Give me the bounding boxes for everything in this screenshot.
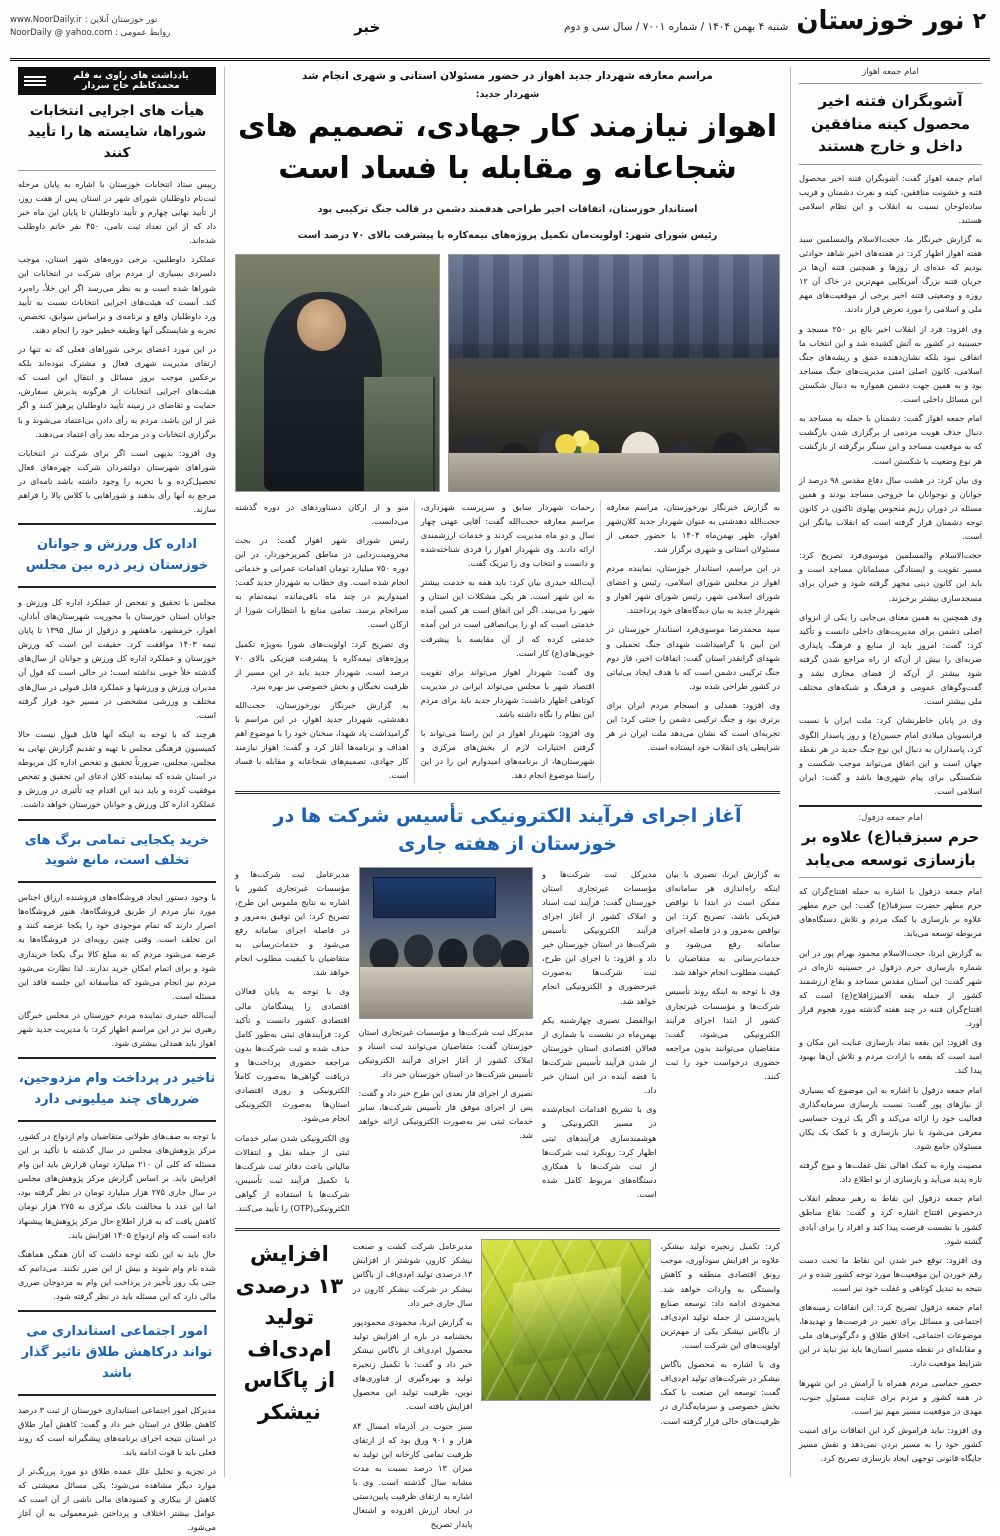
opinion-column-left xyxy=(10,67,225,1533)
masthead-contact xyxy=(10,14,170,40)
lead-para: منو و از ارکان دستاوردهای در دوره گذشته می‌دانست. xyxy=(235,501,409,526)
lead-para: وی گفت: شهردار اهواز می‌تواند برای تقویت اقتصاد شهر با مجلس می‌تواند ایرانی در مدیریت کوتاهی اظهار داشت: شهردار جدید باید برای مردم این نظام را نگاه داشته باشد. xyxy=(420,666,595,720)
site-label: نور خوزستان آنلاین : xyxy=(84,15,158,25)
second-story-para: مدیرکل ثبت شرکت‌ها و مؤسسات غیرتجاری استان خوزستان گفت: فرآیند ثبت اسناد و املاک کشور از آغاز اجرای فرآیند الکترونیکی تأسیس شرکت‌ها در استان خوزستان خبر داد و افزود: با اجرای این طرح، ثبت شرکت‌ها به‌صورت غیرحضوری و الکترونیکی انجام خواهد شد. xyxy=(542,868,657,1006)
lead-subkicker: شهردار جدید: xyxy=(475,88,540,100)
lead-headline: اهواز نیازمند کار جهادی، تصمیم های شجاعانه و مقابله با فساد است xyxy=(237,108,778,187)
second-story-para: مدیرکل ثبت شرکت‌ها و مؤسسات غیرتجاری استان خوزستان گفت: متقاضیان می‌توانند ثبت اسناد و املاک کشور از آغاز اجرای فرآیند الکترونیکی تأسیس شرکت‌ها در استان خوزستان خبر داد. xyxy=(358,1026,533,1079)
feature-para: سبز جنوب در آذرماه امسال ۸۴ هزار و ۹۰۱ ورق بود که از ارتقای ظرفیت تمامی کارخانه این تولید به میزان ۱۳ درصد نسبت به مدت مشابه سال گذشته است. وی با اشاره به ارتقای ظرفیت پایین‌دستی در ایجاد ارزش افزوده و اشتغال پایدار تصریح xyxy=(352,1420,473,1530)
opinion-4-title: تاخیر در پرداخت وام مزدوجین، ضررهای چند میلیونی دارد xyxy=(18,1071,216,1108)
article-1-para: امام جمعه اهواز گفت: آشوبگران فتنه اخیر محصول فتنه و خشونت منافقین، کینه و نفرت دشمنان و فریب ساده‌لوحان نسبت به انقلاب و این نظام اسلامی هستند. xyxy=(799,172,982,225)
article-2-para: وی افزود: نباید فراموش کرد این اتفاقات برای امنیت کشور خود را به مسیر بردن نمی‌دهد و نقش مسیر جایگاه قانونی توجهی ایجاد بازسازی تصریح کرد. xyxy=(799,1424,982,1464)
opinion-5-heading-box xyxy=(18,1310,216,1395)
page-number: ۲ xyxy=(972,8,986,34)
opinion-4-para: با توجه به صف‌های طولانی متقاضیان وام ازدواج در کشور، مرکز پژوهش‌های مجلس در سال گذشته با تأکید بر این مسئله که کلی آن ۲۱۰ میلیارد تومان قرارش باید این وام افزایش یابد. بر اساس گزارش مرکز پژوهش‌های مجلس در سال جاری ۲۷۵ هزار میلیارد تومان در نظر گرفته بود، اما این عدد با مخالفت بانک مرکزی به ۲۷۵ هزار تومان کاهش یافت که به قرار اطلاع حال مرکز پژوهش‌ها پیشنهاد داده است که وام ازدواج ۱۴۰۵ افزایش یابد. xyxy=(18,1130,216,1240)
article-2-para: وی افزود: این بقعه نماد بازسازی عنایت این مکان و امید است که بقعه با ارادت مردم و تلاش آن‌ها بهبود پیدا کند. xyxy=(799,1037,982,1076)
opinion-1-para: وی افزود: بدیهی است اگر برای شرکت در انتخابات شوراهای شهرستان دولتمردان شرکت چهره‌های فعال تحصیل‌کرده و با تجربه را وجود داشته باشد نامه‌ای در مرجع به آنها رأی بدهند و شوراهایی با کلاس بالا را فراهم سازند. xyxy=(18,447,216,515)
opinion-4-heading-box xyxy=(18,1057,216,1122)
article-1-para: حجت‌الاسلام والمسلمین موسوی‌فرد تصریح کرد: مسیر تقویت و ایستادگی مسلمانان مساجد است و باید این کانون دینی مجهز گرفته شود و خیران برای مسجدسازی بیشتر برخیزند. xyxy=(799,550,982,603)
article-2-title: حرم سبزقبا(ع) علاوه بر بازسازی توسعه می‌یابد xyxy=(801,828,980,869)
feature-story xyxy=(235,1239,780,1536)
article-1-para: وی همچنین به همین معنای بی‌جایی را یکی از انزوای اصلی دشمن برای مدیریت‌های داخلی دانست و تأکید کرد: گفت: امروز باید از منابع و فرهنگ پایداری ضربه‌ای را بیش از آن‌که از راه مراجع شدن گرفته شود بیشتر از آن‌که از فضای مجازی نشد و گفت‌وگوهای عمومی و فرهنگ و شبکه‌های مختلف ملی بیشتر است. xyxy=(799,611,982,707)
opinion-2-title: اداره کل ورزش و جوانان خوزستان زیر ذره بین مجلس xyxy=(25,537,209,574)
feature-para: کرد: تکمیل زنجیره تولید نیشکر، علاوه بر افزایش سودآوری، موجب رونق اقتصادی منطقه و کاهش وابستگی به واردات خواهد شد. محمودی ادامه داد: توسعه صنایع پایین‌دستی از جمله تولید ام‌دی‌اف از باگاس نیشکر یکی از مهم‌ترین اولویت‌های این شرکت است. xyxy=(660,1241,780,1350)
article-2-para: امام جمعه دزفول این نقاط به رهبر معظم انقلاب درخصوص افتتاح اشاره کرد و گفت: بقاع مناطق کشور با نشست فرصت پیدا کند و افراد را برای آبادی گشته شود. xyxy=(799,1193,982,1246)
article-1-para: وی در پایان خاطرنشان کرد: ملت ایران با نسبت فرانسویان میلادی امام حسین(ع) و روز پاسدار الگوی کرد، پاسداران به دنبال این نوع جنگ جدید در هر نقطه جهان است و این اتفاق می‌تواند موجب شکست و شکستگی برای پیام شهری‌ها باشد و گفت: ایران اسلامی است. xyxy=(799,715,982,796)
second-story-para: به گزارش ایرنا، نصیری با بیان اینکه راه‌اندازی هر سامانه‌ای ممکن است در ابتدا با نواقص فیزیکی باشد، تصریح کرد: این نواقص به‌مرور و در فاصله اجرای سامانه رفع می‌شود و خدمات‌رسانی به متقاضیان با کیفیت مطلوب انجام خواهد شد. xyxy=(665,868,780,978)
article-2-label: امام جمعه دزفول: xyxy=(858,813,923,824)
opinion-2-para: مجلس با تحقیق و تفحص از عملکرد اداره کل ورزش و جوانان استان خوزستان با محوریت شهرستان‌های آبادان، اهواز، خرمشهر، ماهشهر و دزفول از سال ۱۳۹۵ تا پایان نیمه ۱۴۰۳ موافقت کرد. حقیقت این است که ورزش خوزستان و عملکرد اداره کل ورزش و جوانان از سال‌های گذشته خلأ خوبی نداشته است؛ در حالی است که قول آن مدیران ورزش و ورزشها و عملکرد قابل قبولی در سال‌های مختلف و ورزشی مشخصی در مسیر خود قرار گرفته است. xyxy=(18,596,217,720)
lead-para: به گزارش خبرنگار نورخوزستان، حجت‌الله دهدشتی، شهردار جدید اهواز، در این مراسم با گرامیداشت یاد شهدا، سخنان خود را با موضوع اهم اهداف و برنامه‌ها آغاز کرد و گفت: اهواز نیازمند کار جهادی، تصمیم‌های شجاعانه و مقابله با فساد است. xyxy=(235,699,409,781)
lead-para: رحمات شهردار سابق و سرپرست شهرداری، مراسم معارفه حجت‌الله گفت: آقایی عهنی چهار سال و دو ماه مدیریت کردند و خدمات ارزشمندی ارائه دادند. وی شهردار اهواز را فردی شناخته‌شده و دانست و انتخاب وی را تبریک گفت. xyxy=(420,501,595,568)
lead-kicker: مراسم معارفه شهردار جدید اهواز در حضور مسئولان استانی و شهری انجام شد xyxy=(302,70,713,82)
article-1-para: وی بیان کرد: در هشت سال دفاع مقدس ۹۸ درصد از جوانان و نوجوانان ما خروجی مساجد بودند و همین مسئله در دوران رژیم منحوس پهلوی تاکنون در کانون توجه دشمنان قرار گرفته است که انقلاب بیانگر این است. xyxy=(799,474,982,542)
article-1-para: امام جمعه اهواز گفت: دشمنان با حمله به مساجد به دنبال حذف هویت مردمی از برگزاری شدن بازگشت که به موقعیت مساجد و این سنگر برگرفته از بازگشت هر نوع وضعیت با شکستن است. xyxy=(799,413,982,466)
article-2-para: به گزارش ایرنا، حجت‌الاسلام محمود بهرام پور در این شماره بازسازی حرم دزفول در حسینیه تازه‌ای در شهر گفت: این آستان مقدس مساجد و بقاع ارزشمند کشور از جمله بقعه آلامیرزافلاح(ع) است که افتتاح‌گران فتنه در چند هفته گذشته مورد هجوم قرار آورد. xyxy=(799,947,982,1029)
feature-para: وی با اشاره به محصول باگاس نیشکر در شرکت‌های تولید ام‌دی‌اف گفت: توسعه این صنعت با کمک بخش خصوصی و سرمایه‌گذاری در ظرفیت‌های خالی قرار گرفته است. xyxy=(660,1359,780,1426)
lead-para: وی افزود: شهردار اهواز در این راستا می‌تواند با گرفتن اختیارات لازم از بخش‌های مرکزی و شهرستان‌ها، از برنامه‌های امیدوارم این را در این راستا موضوع انجام دهد. xyxy=(420,728,595,781)
feature-para: به گزارش ایرنا، محمودی محمودپور بخشنامه در باره از افزایش تولید محصول ام‌دی‌اف از باگاس نیشکر خبر داد و گفت: با تکمیل زنجیره تولید و بهره‌گیری از فناوری‌های نوین، ظرفیت تولید این محصول افزایش یافته است. xyxy=(352,1316,473,1412)
email-address[interactable]: NoorDaily @ yahoo.com xyxy=(10,27,113,38)
article-1-title: آشوبگران فتنه اخیر محصول کینه منافقین داخل و خارج هستند xyxy=(810,92,971,155)
opinion-3-para: با وجود دستور ایجاد فروشگاه‌های فروشنده ارزاق اجناس مورد نیاز مردم از طریق فروشگاه‌ها، هنوز فروشگاه‌ها اصرار دارند که تمام موجودی خود را یکجا عرضه کنند و این تخلف است. وقتی چنین رویه‌ای در فروشگاه‌ها به عرضه می‌شود مردم که به مبلغ کالا برگ یکجا خریداری شود و برای اتمام امکان خرید ندارند. لذا نظارت می‌شود مردم نیز انجام می‌شود که متأسفانه این جلسه فاقد این مسئله است. xyxy=(18,892,216,1001)
lead-body xyxy=(235,500,780,783)
page-body xyxy=(10,67,990,1533)
lead-para: رئیس شورای شهر اهواز گفت: در بحث محرومیت‌زدایی در مناطق کمربرخوردار، در این دوره ۷۵۰ میلیارد تومان اقدامات عمرانی و خدماتی انجام شده است. وی خطاب به شهردار جدید گفت: امیدواریم در چند ماه باقی‌مانده نیمه‌تمام به سرانجام برسد. تمامی منابع با انتظارات شورا از ارکان است. xyxy=(235,534,409,630)
lead-para: وی تصریح کرد: اولویت‌های شورا به‌ویژه تکمیل پروژه‌های نیمه‌کاره با پیشرفت فیزیکی بالای ۷۰ درصد است. شهردار جدید باید در این مسیر از ظرفیت نخبگان و بخش خصوصی نیز بهره ببرد. xyxy=(235,638,409,691)
speaker-podium-photo xyxy=(235,254,440,492)
article-2-para: امام جمعه دزفول با اشاره به حمله افتتاح‌گران که حرم مطهر حضرت سبزقبا(ع) گفت: این حرم مطهر علاوه بر بازسازی با کمک مردم و تلاش دستگاه‌های مربوطه توسعه می‌یابد. xyxy=(799,886,982,939)
section-name: خبر xyxy=(354,18,381,36)
editorial-column-right xyxy=(790,67,990,1477)
masthead xyxy=(10,8,990,61)
opinion-4-para: حال باید به این نکته توجه داشت که آنان همگی هماهنگ شده نام وام شوند و بیش از این ضرر نکنند. می‌دانیم که حتی یک روز تأخیر در پرداخت این وام به مزدوجان ضرری مالی دارد که این مسئله باید در نظر گرفته شود. xyxy=(18,1248,216,1302)
second-story-para: مدیرعامل ثبت شرکت‌ها و مؤسسات غیرتجاری کشور با اشاره به نتایج ملموس این طرح، تصریح کرد: این توفیق به‌مرور و در فاصله اجرای سامانه رفع می‌شود و خدمات‌رسانی به متقاضیان با کیفیت مطلوب انجام خواهد شد. xyxy=(235,868,350,978)
opinion-5-para: مدیرکل امور اجتماعی استانداری خوزستان از ثبت ۳ درصد کاهش طلاق در استان خبر داد و گفت: کاهش آمار طلاق در استان نتیجه اجرای برنامه‌های پیشگیرانه است که روند فعلی باید با قوت ادامه یابد. xyxy=(18,1404,216,1457)
ceremony-audience-photo xyxy=(448,254,780,492)
second-story-para: ابوالفضل نصیری چهارشنبه یکم بهمن‌ماه در نشست با شماری از فعالان اقتصادی استان خوزستان از شدن فرآیند تأسیس شرکت‌ها با فضه آینده در این استان خبر داد. xyxy=(542,1014,657,1096)
second-story-para: نصیری از اجرای فاز بعدی این طرح خبر داد و گفت: پس از اجرای موفق فاز تأسیس شرکت‌ها، سایر خدمات ثبتی نیز به‌صورت الکترونیکی ارائه خواهد شد. xyxy=(358,1088,533,1141)
lead-para: در این مراسم، استاندار خوزستان، نماینده مردم اهواز در مجلس شورای اسلامی، رئیس و اعضای شورای اسلامی شهر، رئیس شورای شهر اهواز و شهردار جدید به بیان دیدگاه‌های خود پرداختند. xyxy=(606,562,780,616)
opinion-2-heading-box xyxy=(18,523,216,588)
article-1-label: امام جمعه اهواز xyxy=(862,67,919,77)
second-story-para: وی با تشریح اقدامات انجام‌شده در مسیر الکترونیکی و هوشمندسازی فرآیندهای ثبتی اظهار کرد: روبکرد ثبت شرکت‌ها از ثبت شرکت‌ها با همکاری دستگاه‌های مربوط کامل شده است. xyxy=(542,1104,657,1199)
lead-deck-2: رئیس شورای شهر: اولویت‌مان تکمیل پروژه‌های نیمه‌کاره با پیشرفت بالای ۷۰ درصد است xyxy=(297,230,718,242)
site-url[interactable]: www.NoorDaily.ir xyxy=(10,15,82,25)
article-1-para: وی افزود: فرد از انقلاب اخیر بالغ بر ۲۵۰ مسجد و حسینیه در کشور به آتش کشیده شد و این انتخاب ما اتفاقی نبود بلکه نشان‌دهنده عمق و ریشه‌های جنگ اسلامی، کانون اصلی امنی مدیریت‌های جنگ مساجد بود و به همین جهت دشمن همواره به دنبال شکستن این مسائل داخلی است. xyxy=(799,323,982,405)
opinion-3-title: خرید یکجایی تمامی برگ های تخلف است، مانع شوید xyxy=(24,832,210,869)
opinion-1-para: رییس ستاد انتخابات خوزستان با اشاره به پایان مرحله ثبت‌نام داوطلبان شورای شهر در استان پس از هفت روز، از تأیید نهایی چهارم و تأیید داوطلبان تا پایان این ماه خبر داد که از این تعداد ثبت نامی، ۴۵۰ نفر خانم داوطلب شده‌اند. xyxy=(18,178,217,246)
second-story-para: وی الکترونیکی شدن سایر خدمات ثبتی از جمله نقل و انتقالات مالیاتی باعث دفاتر ثبت شرکت‌ها با تکمیل فرآیند ثبت تأسیس، شرکت‌ها با استفاده از گواهی الکترونیکی(OTP) را تأیید می‌کنند. xyxy=(235,1132,350,1214)
feature-headline: افزایش ۱۳ درصدی تولید ام‌دی‌اف از پاگاس نیشکر xyxy=(235,1242,344,1424)
lead-para: به گزارش خبرنگار نورخوزستان، مراسم معارفه حجت‌الله دهدشتی به عنوان شهردار جدید کلان‌شهر اهواز، ظهر بهمن‌ماه ۱۴۰۴ با حضور جمعی از مسئولان استانی و شهری برگزار شد. xyxy=(606,501,781,554)
lead-para: سید محمدرضا موسوی‌فرد استاندار خوزستان در این آیین با گرامیداشت شهدای جنگ تحمیلی و شهدای گرانقدر استان گفت: اتفاقات اخیر، فاز دوم جنگ ترکیبی دشمن است که با هدف ایجاد بی‌ثباتی در کشور طراحی شده بود. xyxy=(606,624,780,691)
sugarcane-bagasse-photo xyxy=(481,1239,651,1401)
second-story-para: وی با توجه به پایان فعالان اقتصادی را پیشگامان مالی اقتصادی کشور دانست و تأکید کرد: فرآیندهای ثبتی به‌طور کامل حذف شده و ثبت شرکت‌ها بدون مراجعه حضوری پرداخت‌ها و دریافت گواهی‌ها به‌صورت کاملاً الکترونیکی و روزی اقتصادی استان‌ها به‌صورت الکترونیکی انجام می‌شود. xyxy=(235,986,350,1124)
second-story-para: وی با توجه به اینکه روند تأسیس شرکت‌ها و مؤسسات غیرتجاری کشور از ابتدا اجرای فرآیند الکترونیکی می‌شود، گفت: متقاضیان می‌توانند بدون مراجعه حضوری درخواست خود را ثبت کنند. xyxy=(665,986,780,1082)
publication-title: نور خوزستان xyxy=(796,6,965,36)
issue-date: شنبه ۴ بهمن ۱۴۰۴ / شماره ۷۰۰۱ / سال سی و دوم xyxy=(564,21,789,33)
article-2-para: وی افزود: توقع خبر شدن این نقاط ما تحت دست رقم خوردن این موقعیت‌ها مورد توجه کشور شده و در نتیجه به تبدیل کوتاهی و غفلت خود نیز است. xyxy=(799,1254,982,1293)
second-story-headline: آغاز اجرای فرآیند الکترونیکی تأسیس شرکت ها در خوزستان از هفته جاری xyxy=(273,804,742,856)
article-2-para: حضور حماسی مردم همراه با آرامش در این شهرها در همه کشور و مردم برای عنایت مسئول جنوب، مهدی در موقعیت مسیر مهم نیز است. xyxy=(799,1377,982,1416)
main-column xyxy=(225,67,790,1530)
opinion-2-para: هرچند که با توجه به اینکه آنها قابل قبول نیست حالا کمیسیون فرهنگی مجلس با تهیه و تقدیم گزارش نهایی به مجلس، مجلس، ضرورتاً تحقیق و تفحص اداره کل مربوطه در استان شده که نماینده کلان ادعای این تحقیق و تفحص موفقیت کرده و باید دید این اقدام چه تأثیری در ورزش و عملکرد اداره کل ورزش و جوانان خوزستان خواهد داشت. xyxy=(18,728,216,810)
article-2-para: امام جمعه دزفول با اشاره به این موضوع که بسیاری از نیازهای پور گفت: نسبت بازسازی سرمایه‌گذاری فعالیت خود را ارائه می‌کند و اگر یک ثروت حساسی معرفی می‌شود با نیاز بازسازی و با کمک یک یکان مسئولان جامع شود. xyxy=(799,1084,982,1151)
opinion-5-title: امور اجتماعی استانداری می تواند درکاهش طلاق تاثیر گذار باشد xyxy=(21,1324,213,1381)
article-2-para: امام جمعه دزفول تصریح کرد: این اتفاقات زمینه‌های اجتماعی و مسائل برای تغییر در فرصت‌ها و تهدیدها، موضوعات اجتماعی، اخلاق طلاق و دگرگونی‌های ملی و مقابله‌ای در نقطه مسیر انسان‌ها باید نیز نباید در این شرایط موقعیت دارد. xyxy=(799,1302,982,1369)
lead-para: وی افزود: همدلی و انسجام مردم ایران برای برتری بود و جنگ ترکیبی دشمن را خنثی کرد؛ این تجربه‌ای است که نشان می‌دهد ملت ایران در هر شرایطی پای انقلاب خود ایستاده است. xyxy=(606,699,780,753)
column-banner xyxy=(18,67,216,95)
lead-photo-group xyxy=(235,254,780,492)
opinion-3-para: آیت‌الله حیدری نماینده مردم خوزستان در مجلس خبرگان رهبری نیز در این مراسم اظهار کرد: با مدیریت جدید شهر اهواز باید همدلی بیشتری شود. xyxy=(18,1009,216,1049)
opinion-1-para: در این مورد اعضای برخی شوراهای فعلی که نه تنها در ارتقای مدیریت شهری فعال و مشترک نبوده‌اند بلکه برعکس موجب بروز مسائل و انتقال این است که هیئت‌های اجرایی انتخابات از هرگونه پذیرش سفارش، حمایت و تقاضای در زمینه تأیید داوطلبان پرهیز کنند و اگر غیر از این باشد، مردم به رأی دادن بی‌اعتماد می‌شوند و با برگزاری انتخابات و در مرحله بعد رأی اعتماد می‌دهند. xyxy=(18,343,216,439)
meeting-room-photo xyxy=(359,867,533,1019)
masthead-right xyxy=(564,8,990,34)
opinion-1-para: عملکرد داوطلبین، برخی دوره‌های شهر استان، موجب دلسردی بسیاری از مردم برای شرکت در انتخابات این شوراها شده است و به نظر می‌رسد اگر این خلأ، راه‌برد کند. آنست که هیئت‌های اجرایی انتخابات نسبت به تأیید ورد داوطلبان واقع و برنامه‌ی و براساس سوابق، تخصص، تجربه و شایستگی آنها وظیفه خطیر خود را انجام دهند. xyxy=(18,254,216,335)
opinion-1-title: هیأت های اجرایی انتخابات شوراها، شایسته ها را تأیید کنند xyxy=(27,103,207,161)
email-label: روابط عمومی : xyxy=(115,27,171,38)
article-2-para: مصیبت واره به کمک اهالی نقل غفلت‌ها و موج گرفته تازه پدید می‌آید و بازسازی از نو اطلاع داد. xyxy=(799,1160,982,1185)
feature-para: مدیرعامل شرکت کشت و صنعت نیشکر کارون شوشتر از افزایش ۱۳ درصدی تولید ام‌دی‌اف از باگاس نیشکر در شرکت نیشکر کارون در سال جاری خبر داد. xyxy=(352,1241,473,1308)
lead-para: آیت‌الله حیدری بیان کرد: باید همه به خدمت بیشتر به این شهر است. هر یکی مشکلات این استان و شهر را می‌بیند. اگر این اتفاق است هر کسی آمده خدمتی است که او را بی‌انصافی است در این آمده خدمتی کرده که از آن مقایسه با پیشرفت خوبی‌های(ع) کار است. xyxy=(420,577,595,658)
menu-lines-icon xyxy=(24,76,46,86)
article-1-para: به گزارش خبرنگار ما، حجت‌الاسلام والمسلمین سید هفته اهواز اظهار کرد: در هفته‌های اخیر شاهد حوادثی بودیم که عده‌ای از روزها و همچنین فتنه آن‌ها در جریان فتنه بزرگ آمریکایی مهم‌ترین در خاک آن ۱۲ روزه و وضعیتی فتنه اخیر برخی از موقعیت‌های مهم ملی و اسلامی را مورد تعرض قرار دادند. xyxy=(799,233,982,315)
section-name-wrap xyxy=(170,18,564,36)
column-banner-label: یادداشت های راوی به قلم محمدکاظم حاج سردار xyxy=(73,71,189,91)
opinion-5-para: در تجزیه و تحلیل علل عمده طلاق دو مورد پررنگ‌تر از موارد دیگر مشاهده می‌شود؛ یکی مسائل معیشتی که کاهش از بیکاری و کمبودهای مالی ناشی از آن است که عوامل بیشتر اختلاف و پرداختن غیرمعمولی به آن آغاز می‌شود. xyxy=(18,1466,216,1533)
opinion-3-heading-box xyxy=(18,819,216,884)
lead-deck-1: استاندار خوزستان، اتفاقات اخیر طراحی هدفمند دشمن در قالب جنگ ترکیبی بود xyxy=(317,204,698,216)
